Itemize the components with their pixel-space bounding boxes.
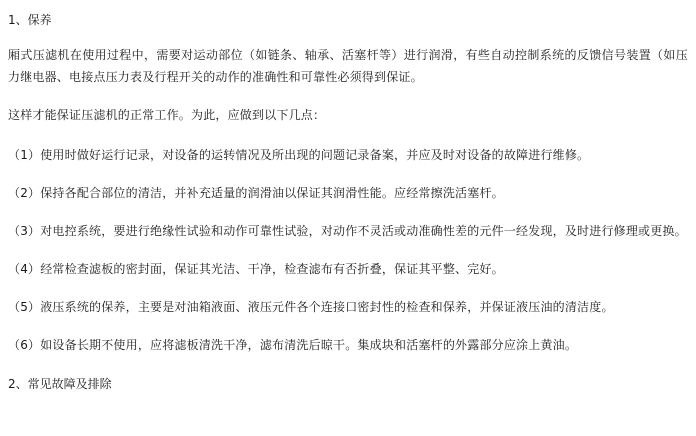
next-section-heading: 2、常见故障及排除: [8, 377, 112, 391]
intro-paragraph: 厢式压滤机在使用过程中，需要对运动部位（如链条、轴承、活塞杆等）进行润滑，有些自动控制系统的反馈信号装置（如压力继电器、电接点压力表及行程开关的动作的准确性和可靠性必须得到保证。: [8, 48, 688, 84]
lead-paragraph: 这样才能保证压滤机的正常工作。为此，应做到以下几点：: [8, 108, 326, 122]
list-item: （4）经常检查滤板的密封面，保证其光洁、干净，检查滤布有否折叠，保证其平整、完好。: [8, 262, 504, 276]
list-item: （5）液压系统的保养，主要是对油箱液面、液压元件各个连接口密封性的检查和保养，并保证液压油的清洁度。: [8, 300, 614, 314]
list-item: （2）保持各配合部位的清洁，并补充适量的润滑油以保证其润滑性能。应经常擦洗活塞杆。: [8, 186, 504, 200]
section-heading: 1、保养: [8, 13, 52, 27]
list-item: （3）对电控系统，要进行绝缘性试验和动作可靠性试验，对动作不灵活或动准确性差的元件一经发现，及时进行修理或更换。: [8, 224, 687, 238]
list-item: （6）如设备长期不使用，应将滤板清洗干净，滤布清洗后晾干。集成块和活塞杆的外露部分应涂上黄油。: [8, 338, 578, 352]
list-item: （1）使用时做好运行记录，对设备的运转情况及所出现的问题记录备案，并应及时对设备的故障进行维修。: [8, 148, 590, 162]
